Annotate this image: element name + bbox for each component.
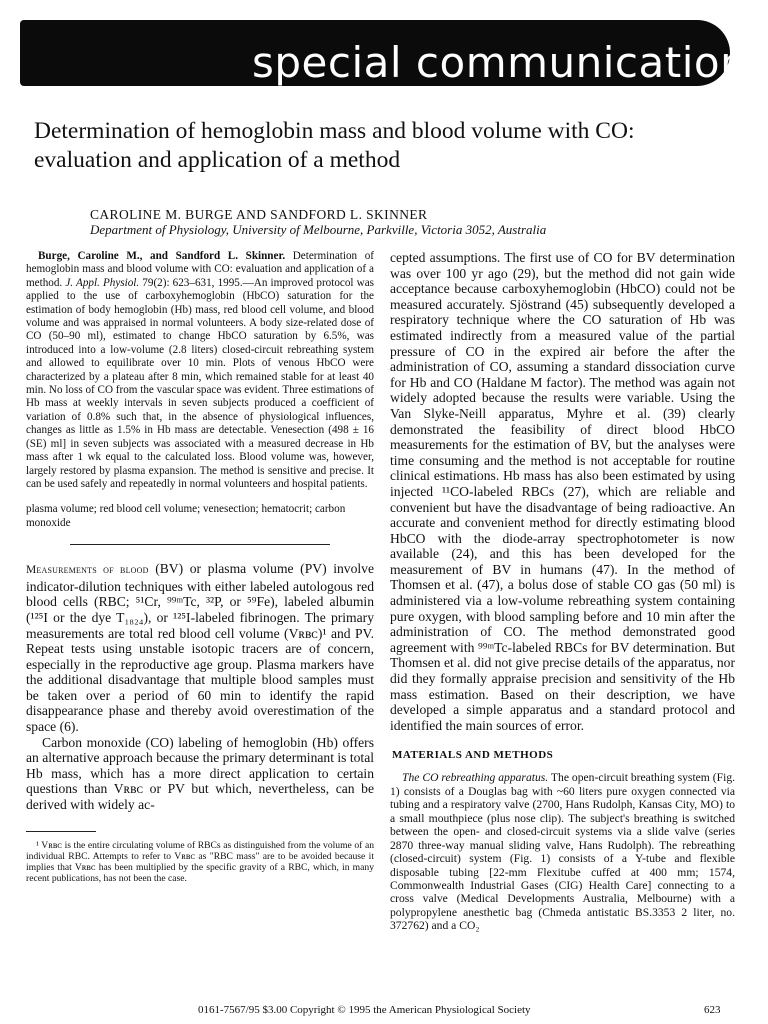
page-number: 623 xyxy=(704,1004,721,1016)
article-title: Determination of hemoglobin mass and blood volume with CO: evaluation and application of a method xyxy=(34,118,635,173)
intro-text xyxy=(26,561,374,813)
affiliation: Department of Physiology, University of Melbourne, Parkville, Victoria 3052, Australia xyxy=(90,222,547,237)
copyright: 0161-7567/95 $3.00 Copyright © 1995 the American Physiological Society xyxy=(198,1004,531,1016)
banner-text: special communication xyxy=(252,38,748,87)
intro-lead: Measurements of blood xyxy=(26,564,149,577)
intro-paragraph-1: (BV) or plasma volume (PV) involve indicator-dilution techniques with either labeled autologous red blood cells (RBC; ⁵¹Cr, ⁹⁹ᵐTc, ³²P, or ⁵⁹Fe), labeled albumin (¹²⁵I or the dye T₁₈₂₄), or ¹²⁵I-labeled fibrinogen. The primary measurements are total red blood cell volume (Vʀʙᴄ)¹ and PV. Repeat tests using unstable isotopic tracers are of concern, especially in the reproductive age group. Plasma markers have the additional disadvantage that multiple blood samples must be taken over a period of 60 min to identify the rapid disappearance phase and thereby avoid overestimation of the space (6). xyxy=(26,561,374,735)
section-banner xyxy=(20,20,748,87)
footnote-divider xyxy=(26,831,96,832)
intro-paragraph-2: Carbon monoxide (CO) labeling of hemoglobin (Hb) offers an alternative approach because the primary determinant is total Hb mass, which has a more direct application to certain questions than Vʀʙᴄ or PV but which, nevertheless, can be derived with widely ac- xyxy=(26,734,375,813)
keywords: plasma volume; red blood cell volume; venesection; hematocrit; carbon monoxide xyxy=(26,503,346,529)
authors: CAROLINE M. BURGE AND SANDFORD L. SKINNER xyxy=(90,207,428,222)
abstract-volume: 79(2): 623–631, 1995. xyxy=(139,276,243,289)
abstract-journal: J. Appl. Physiol. xyxy=(65,276,140,289)
footnote: ¹ Vʀʙᴄ is the entire circulating volume of RBCs as distinguished from the volume of an individual RBC. Attempts to refer to Vʀʙᴄ as "RBC mass" are to be avoided because it implies that Vʀʙᴄ has been multiplied by the specific gravity of a RBC, which, in many recent publications, has not been the case. xyxy=(26,839,374,884)
left-column xyxy=(26,250,374,884)
right-column xyxy=(390,250,735,933)
methods-text xyxy=(390,771,735,932)
methods-heading: MATERIALS AND METHODS xyxy=(392,749,554,762)
abstract-text: —An improved protocol was applied to the use of carboxyhemoglobin (HbCO) saturation for the estimation of body hemoglobin (Hb) mass, red blood cell volume, and blood volume and was appraised in normal volunteers. A body size-related dose of CO (50–90 ml), estimated to change HbCO saturation by 6.5%, was introduced into a low-volume (2.8 liters) closed-circuit rebreathing system and allowed to equilibrate over 10 min. Plots of venous HbCO were characterized by a plateau after 8 min, which remained stable for at least 40 min. No loss of CO from the vascular space was evident. Three estimations of Hb mass at weekly intervals in seven subjects produced a coefficient of variation of 0.8% such that, in the absence of physiological influences, changes as little as 1.5% in Hb mass are detectable. Venesection (498 ± 16 (SE) ml] in seven subjects was associated with a measured decrease in Hb mass after 1 wk equal to the calculated loss. Blood volume was, however, largely restored by plasma expansion. The method is sensitive and precise. It can be used safely and repeatedly in normal volunteers and hospital patients. xyxy=(26,276,374,490)
abstract-citation-names: Burge, Caroline M., and Sandford L. Skinner. xyxy=(38,250,286,262)
abstract-divider xyxy=(70,544,330,545)
methods-body: The open-circuit breathing system (Fig. 1) consists of a Douglas bag with ~60 liters pure oxygen connected via tubing and a respiratory valve (2700, Hans Rudolph, Kansas City, MO) to a small mouthpiece (plus nose clip). The subject's breathing is switched between the open- and closed-circuit systems via a slide valve (series 2870 three-way manual sliding valve, Hans Rudolph). The rebreathing (closed-circuit) system (Fig. 1) consists of a Y-tube and flexible disposable tubing [22-mm Flexitube cuffed at 400 mm; 1574, Commonwealth Industrial Gases (CIG) Health Care] connecting to a cross valve (Medical Developments Australia, Melbourne) with a polypropylene anesthetic bag (Chmeda antistatic BS.3353 2 liter, no. 372762) and a CO₂ xyxy=(390,771,736,933)
abstract xyxy=(26,250,374,491)
methods-lead: The CO rebreathing apparatus. xyxy=(402,771,549,785)
abstract-citation-title: Determination of hemoglobin mass and blood volume with CO: evaluation and application of a method. xyxy=(26,250,374,289)
right-text: cepted assumptions. The first use of CO for BV determination was over 100 yr ago (29), but the method did not gain wide acceptance because carboxyhemoglobin (HbCO) could not be measured accurately. Sjöstrand (45) subsequently developed a respiratory technique where the CO saturation of Hb was estimated indirectly from a measured value of the partial pressure of CO in the expired air before the after the administration of CO, assuming a standard dissociation curve for Hb and CO (Haldane M factor). The method was again not widely adopted because the results were variable. Using the Van Slyke-Neill apparatus, Myhre et al. (39) clearly demonstrated the feasibility of direct blood HbCO measurements for the estimation of BV, but the analyses were time consuming and the method is not acceptable for routine clinical estimations. Hb mass has also been estimated by using injected ¹¹CO-labeled RBCs (27), which are reliable and convenient but have the disadvantage of being radioactive. An accurate and convenient method for directly estimating blood HbCO with the diode-array spectrophotometer is now available (24), and this has been developed for the measurement of BV in humans (47). In the method of Thomsen et al. (47), a bolus dose of stable CO gas (50 ml) is administered via a low-volume rebreathing system containing pure oxygen, with blood sampling before and 10 min after the administration of CO. The method demonstrated good agreement with ⁹⁹ᵐTc-labeled RBCs for BV determination. But Thomsen et al. did not give precise details of the apparatus, nor did they formally appraise precision and sensitivity of the Hb mass estimation. Based on their description, we have developed a simple apparatus and a standard protocol and identified the main sources of error. xyxy=(390,250,735,733)
